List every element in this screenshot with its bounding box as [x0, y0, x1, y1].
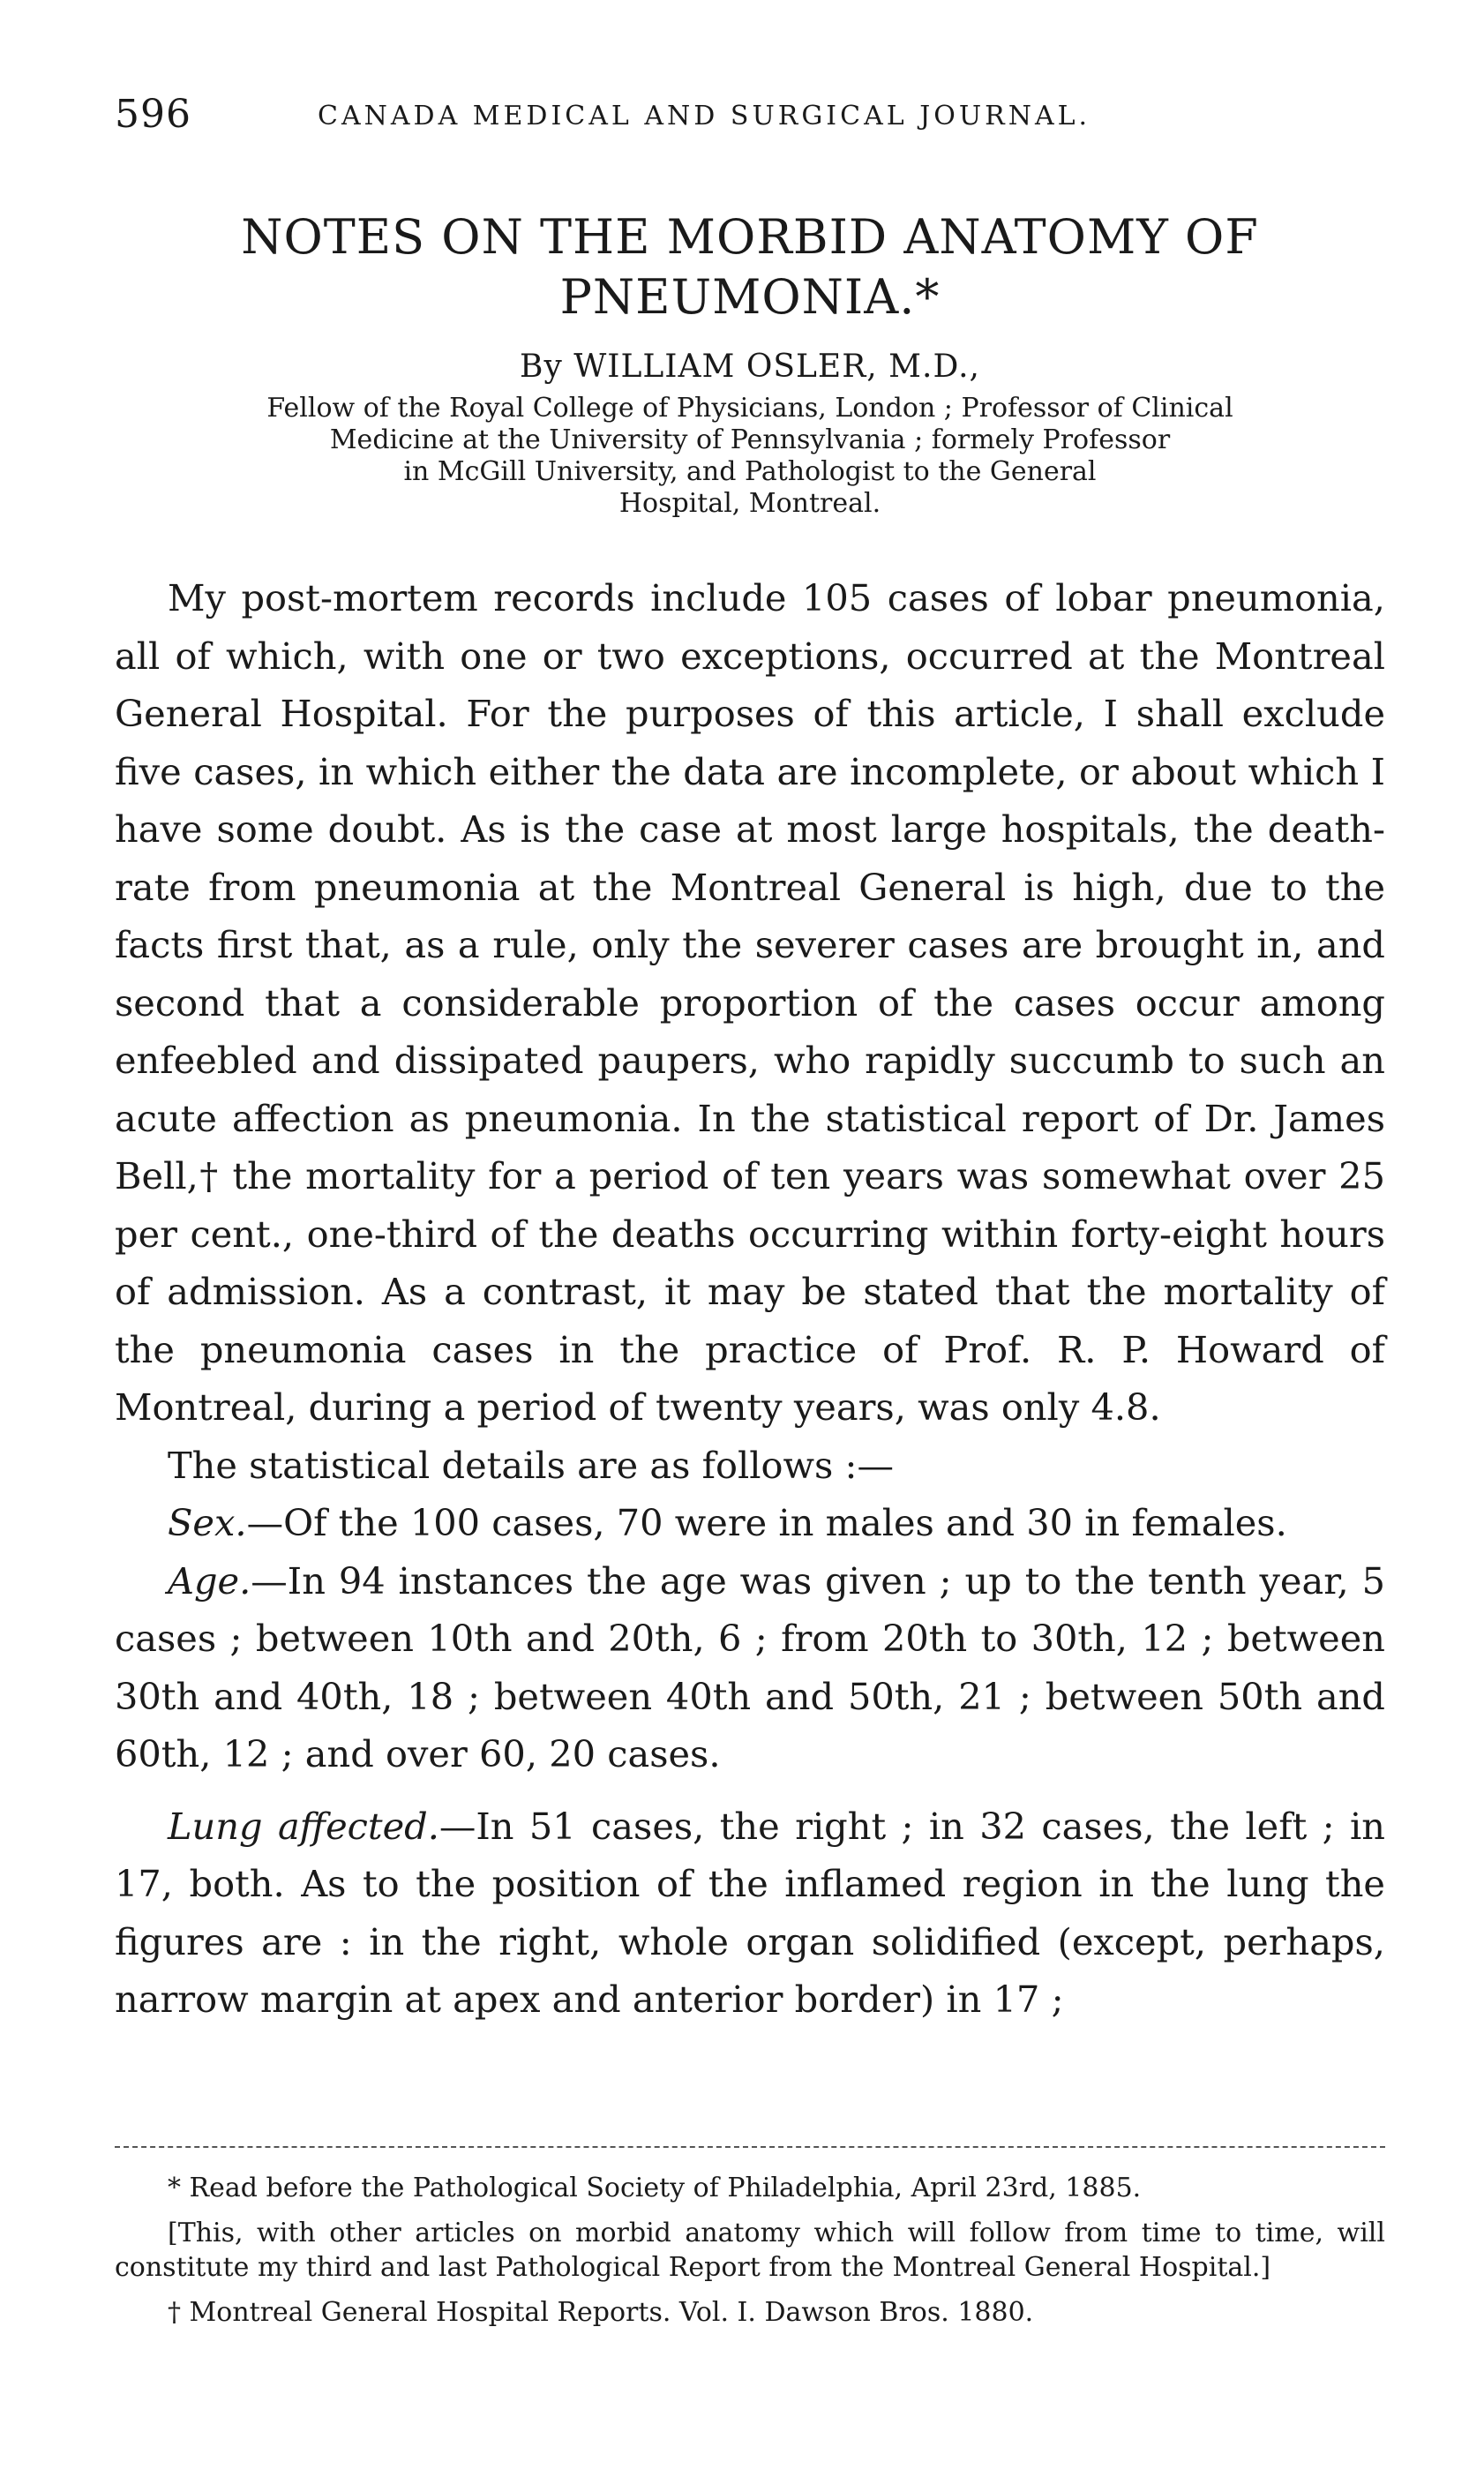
body-paragraph-statistics: The statistical details are as follows :—	[168, 1443, 895, 1487]
article-title	[115, 207, 1385, 327]
body-paragraph-age	[115, 1552, 1385, 1783]
sex-label: Sex.	[168, 1501, 247, 1544]
sex-text: —Of the 100 cases, 70 were in males and 30 in females.	[246, 1501, 1287, 1544]
article-title-line-2: PNEUMONIA.*	[559, 269, 941, 325]
footnotes	[115, 2171, 1385, 2340]
footnote-1: * Read before the Pathological Society of Philadelphia, April 23rd, 1885.	[168, 2173, 1142, 2203]
age-text: —In 94 instances the age was given ; up to the tenth year, 5 cases ; between 10th and 20th, 6 ; from 20th to 30th, 12 ; between 30th and 40th, 18 ; between 40th and 50th, 21 ; between 50th and 60th, 12 ; and over 60, 20 cases.	[115, 1558, 1385, 1775]
body-paragraph-lung	[115, 1798, 1385, 2029]
author-byline: By WILLIAM OSLER, M.D.,	[520, 349, 980, 385]
footnote-2: [This, with other articles on morbid anatomy which will follow from time to time, will constitute my third and last Pathological Report from the Montreal General Hospital.]	[115, 2218, 1385, 2283]
body-paragraph-intro: My post-mortem records include 105 cases of lobar pneumonia, all of which, with one or two exceptions, occurred at the Montreal General Hospital. For the purposes of this article, I shall exclude five cases, in which either the data are incomplete, or about which I have some doubt. As is the case at most large hospitals, the death-rate from pneumonia at the Montreal General is high, due to the facts first that, as a rule, only the severer cases are brought in, and second that a considerable proportion of the cases occur among enfeebled and dissipated paupers, who rapidly succumb to such an acute affection as pneumonia. In the statistical report of Dr. James Bell,† the mortality for a period of ten years was somewhat over 25 per cent., one-third of the deaths occurring within forty-eight hours of admission. As a contrast, it may be stated that the mortality of the pneumonia cases in the practice of Prof. R. P. Howard of Montreal, during a period of twenty years, was only 4.8.	[115, 576, 1385, 1429]
article-body	[115, 569, 1385, 2029]
affiliation-line-3: in McGill University, and Pathologist to the General	[403, 456, 1097, 487]
article-title-line-1: NOTES ON THE MORBID ANATOMY OF	[241, 209, 1259, 265]
body-paragraph-sex	[115, 1494, 1385, 1552]
affiliation-line-1: Fellow of the Royal College of Physicians, London ; Professor of Clinical	[266, 393, 1233, 424]
page-number: 596	[115, 92, 191, 137]
author-affiliation	[115, 393, 1385, 520]
lung-text: —In 51 cases, the right ; in 32 cases, the left ; in 17, both. As to the position of the inflamed region in the lung the figures are : in the right, whole organ solidified (except, perhaps, narrow margin at apex and anterior border) in 17 ;	[115, 1804, 1385, 2021]
age-label: Age.	[168, 1558, 251, 1603]
running-header	[115, 92, 1385, 145]
footnote-divider	[115, 2146, 1385, 2148]
affiliation-line-2: Medicine at the University of Pennsylvania ; formely Professor	[329, 424, 1171, 455]
lung-label: Lung affected.	[168, 1804, 439, 1848]
journal-title: CANADA MEDICAL AND SURGICAL JOURNAL.	[318, 101, 1091, 131]
footnote-3: † Montreal General Hospital Reports. Vol. I. Dawson Bros. 1880.	[168, 2297, 1034, 2328]
affiliation-line-4: Hospital, Montreal.	[618, 488, 881, 519]
